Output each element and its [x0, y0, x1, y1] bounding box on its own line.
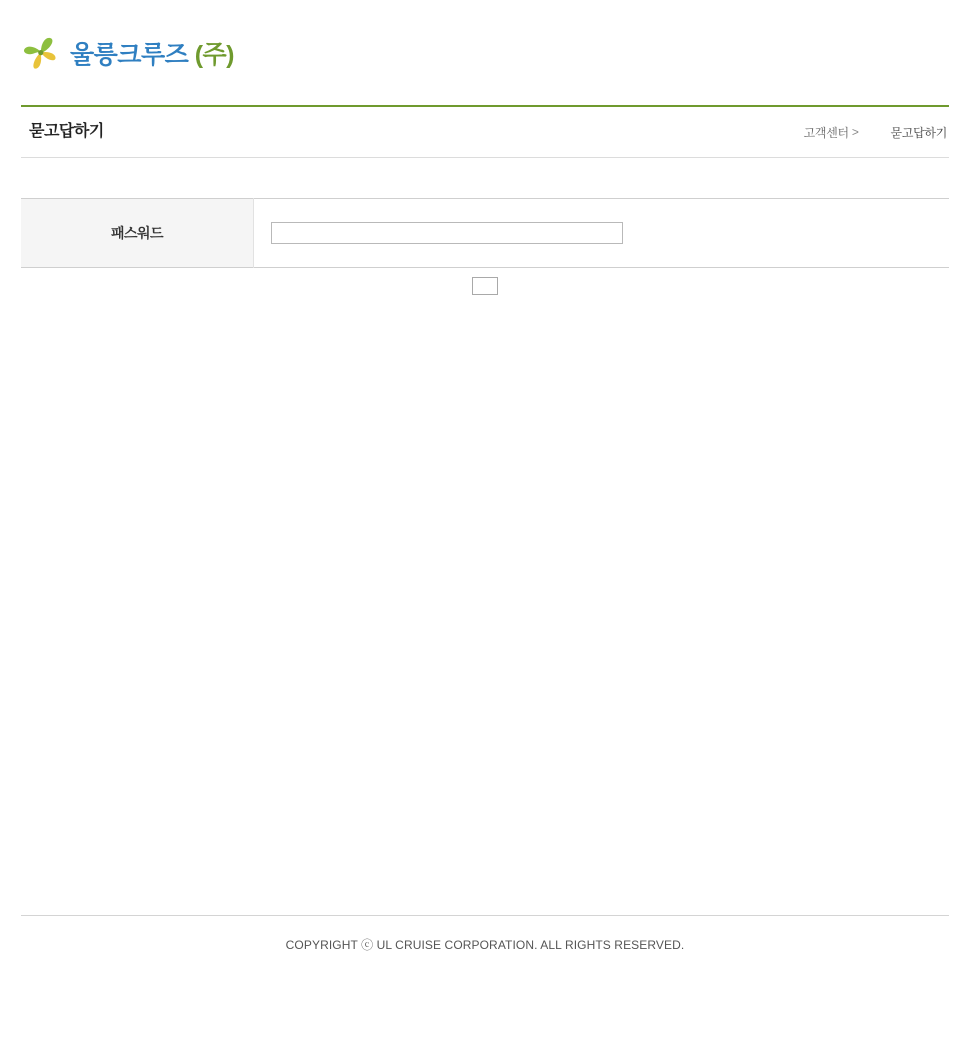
table-row [21, 199, 949, 268]
breadcrumb [804, 124, 949, 141]
page-subbar [21, 105, 949, 158]
breadcrumb-separator-icon: > [851, 125, 859, 139]
breadcrumb-parent[interactable]: 고객센터 [803, 125, 849, 140]
main-content [21, 158, 949, 299]
password-field-cell [254, 199, 950, 268]
site-footer [21, 915, 949, 953]
pinwheel-flower-logo-icon [21, 33, 61, 73]
password-form-table [21, 198, 949, 268]
site-logo-text [70, 35, 234, 71]
logo-text-primary: 울릉크루즈 [70, 40, 189, 69]
submit-button[interactable] [472, 277, 498, 295]
form-actions [21, 268, 949, 299]
copyright-text: COPYRIGHT ⓒ UL CRUISE CORPORATION. ALL RIGHTS RESERVED. [285, 938, 685, 952]
site-logo-link[interactable] [21, 33, 234, 73]
page-title: 묻고답하기 [29, 123, 104, 140]
password-label: 패스워드 [21, 199, 254, 268]
site-header [0, 0, 970, 105]
logo-text-secondary: (주) [188, 40, 235, 69]
password-input[interactable] [271, 222, 623, 244]
breadcrumb-current: 묻고답하기 [890, 125, 947, 140]
